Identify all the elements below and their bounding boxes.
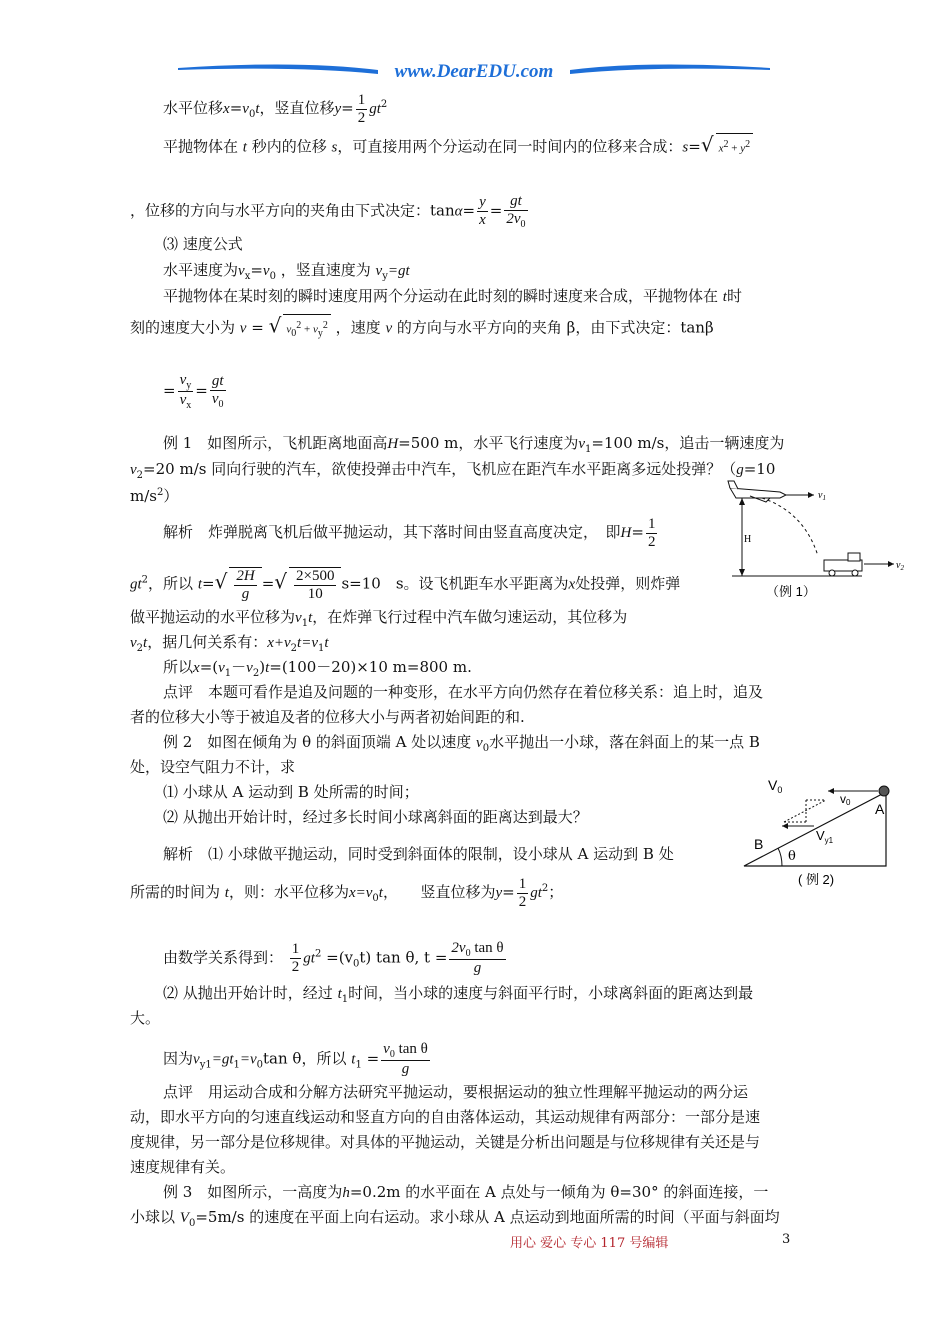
comment2-line3: 度规律，另一部分是位移规律。对具体的平抛运动，关键是分析出问题是与位移规律有关还是与 [130,1133,761,1151]
displacement-formula-line: 水平位移$x=v_0t$，竖直位移y= $\frac{1}{2}$ $gt^2$ [163,92,388,126]
half-fraction-2: $\frac{1}{2}$ [647,516,656,550]
footer-text: 用心 爱心 专心 117 号编辑 [510,1236,669,1251]
example2-line2: 处，设空气阻力不计，求 [130,758,296,776]
example2-question1: ⑴ 小球从 A 运动到 B 处所需的时间； [163,783,419,801]
analysis2-line3: 由数学关系得到： $\frac{1}{2}$ $gt^2 =(v_0t)$ tan θ, t = $\frac{2v_0 \tan \theta}{g}$ [163,940,504,976]
half-fraction: $\frac{1}{2}$ [357,92,366,126]
example1-line3: $m/s^2$） [130,487,179,505]
figure-example1 [722,478,912,608]
analysis1-line3: 做平抛运动的水平位移为$v_1t$，在炸弹飞行过程中汽车做匀速运动，其位移为 [130,608,628,629]
v1-label: $v_1$ [818,490,826,502]
analysis2-line1: 解析 ⑴ 小球做平抛运动，同时受到斜面体的限制，设小球从 A 运动到 B 处 [163,845,674,863]
example1-line2: $v_2=20$ m/s 同向行驶的汽车，欲使投弹击中汽车，飞机应在距汽车水平距离多远处投弹？（g=10 [130,460,776,481]
sqrt-v0-vy: $v_0^2 + v_y^2$ [283,314,331,345]
example2-question2: ⑵ 从抛出开始计时，经过多长时间小球离斜面的距离达到最大？ [163,808,588,826]
header-logo [178,56,770,88]
v2-label: $v_2$ [896,560,904,572]
vy1-label: $V_{y1}$ [816,828,834,845]
V0-label: $V_0$ [768,777,783,795]
velocity-components-line: 水平速度为$v_x=v_0$ ，竖直速度为 $v_y=gt$ [163,261,410,282]
analysis2-line6: 因为$v_{y1}=gt_1=v_0\tan$ θ，所以 $t_1$ = $\frac{v_0 \tan \theta}{g}$ [163,1041,428,1077]
analysis2-line5: 大。 [130,1009,161,1027]
car-icon [824,553,862,576]
airplane-icon [728,481,786,502]
y-over-x-fraction: $\frac{y}{x}$ [479,194,486,228]
ball [879,786,889,796]
2v0tan-over-g-fraction: $\frac{2v_0 \tan \theta}{g}$ [451,940,504,976]
example1-line1: 例 1 如图所示，飞机距离地面高H=500 m，水平飞行速度为$v_1=100$ m/s，追击一辆速度为 [163,434,785,455]
comment1-line2: 者的位移大小等于被追及者的位移大小与两者初始间距的和. [130,708,525,726]
incline [744,792,886,866]
vy-over-vx-fraction: $\frac{v_y}{v_x}$ [179,372,192,411]
half-fraction-4: $\frac{1}{2}$ [291,941,300,975]
gt-over-2v0-fraction: $\frac{gt}{2v_0}$ [506,193,526,230]
v0-small-label: v0 [840,792,851,807]
analysis1-line5: 所以$x=(v_1-v_2)t=(100-20)\times 10$ m=800 m. [163,658,472,679]
figure-example2 [742,770,917,892]
logo-swoosh-right [570,64,770,74]
figure2-caption: ( 例 2) [798,872,835,887]
velocity-angle-fraction: = $\frac{v_y}{v_x}$ = $\frac{gt}{v_0}$ [163,372,224,411]
displacement-angle-line: ，位移的方向与水平方向的夹角由下式决定：tanα= $\frac{y}{x}$ = $\frac{gt}{2v_0}$ [130,193,526,230]
point-b-label: B [754,836,764,852]
2h-over-g-fraction: $\frac{2H}{g}$ [236,568,255,602]
v0tan-over-g-fraction: $\frac{v_0 \tan \theta}{g}$ [383,1041,428,1077]
bomb-trajectory [762,498,818,556]
velocity-magnitude-line: 刻的速度大小为 v = √ $v_0^2 + v_y^2$ ，速度 v 的方向与水平方向的夹角 β，由下式决定：tanβ [130,314,714,345]
example3-line1: 例 3 如图所示，一高度为h=0.2m 的水平面在 A 点处与一倾角为 θ=30° 的斜面连接，一 [163,1183,769,1201]
displacement-synthesis-line: 平抛物体在 t 秒内的位移 s，可直接用两个分运动在同一时间内的位移来合成：s=√ $x^2 + y^2$ [163,133,753,160]
comment1-line1: 点评 本题可看作是追及问题的一种变形，在水平方向仍然存在着位移关系：追上时，追及 [163,683,764,701]
logo-text: www.DearEDU.com [394,61,554,82]
gt-over-v0-fraction: $\frac{gt}{v_0}$ [211,373,224,410]
theta-label: θ [788,849,796,864]
sqrt-x2-y2: $x^2 + y^2$ [716,133,754,160]
velocity-synthesis-line: 平抛物体在某时刻的瞬时速度用两个分运动在此时刻的瞬时速度来合成，平抛物体在 t时 [163,287,742,305]
half-fraction-3: $\frac{1}{2}$ [518,876,527,910]
velocity-formula-heading: ⑶ 速度公式 [163,235,243,253]
logo-swoosh-left [178,64,378,74]
analysis2-line2: 所需的时间为 t，则：水平位移为$x=v_0t$， 竖直位移为y= $\frac{1}{2}$ $gt^2$； [130,876,564,910]
page-number: 3 [782,1232,791,1247]
example2-line1: 例 2 如图在倾角为 θ 的斜面顶端 A 处以速度 $v_0$水平抛出一小球，落在斜面上的某一点 B [163,733,760,754]
h-label: H [744,534,752,545]
example3-line2: 小球以 $V_0=5m/s$ 的速度在平面上向右运动。求小球从 A 点运动到地面所需的时间（平面与斜面均 [130,1208,780,1229]
analysis1-line4: $v_2t$，据几何关系有：$x+v_2t=v_1t$ [130,633,329,654]
comment2-line1: 点评 用运动合成和分解方法研究平抛运动，要根据运动的独立性理解平抛运动的两分运 [163,1083,749,1101]
comment2-line2: 动，即水平方向的匀速直线运动和竖直方向的自由落体运动，其运动规律有两部分：一部分是速 [130,1108,761,1126]
point-a-label: A [875,801,885,817]
analysis1-line2: $gt^2$，所以 t=√ $\frac{2H}{g}$ =√ $\frac{2\times 500}{10}$ s=10 s。设飞机距车水平距离为x处投弹，则炸弹 [130,568,681,602]
comment2-line4: 速度规律有关。 [130,1158,236,1176]
figure1-caption: （例 1） [766,584,816,599]
analysis1-line1: 解析 炸弹脱离飞机后做平抛运动，其下落时间由竖直高度决定， 即H= $\frac{1}{2}$ [163,516,656,550]
analysis2-line4: ⑵ 从抛出开始计时，经过 $t_1$时间，当小球的速度与斜面平行时，小球离斜面的距离达到最 [163,984,754,1005]
2x500-over-10-fraction: $\frac{2\times 500}{10}$ [296,568,335,602]
